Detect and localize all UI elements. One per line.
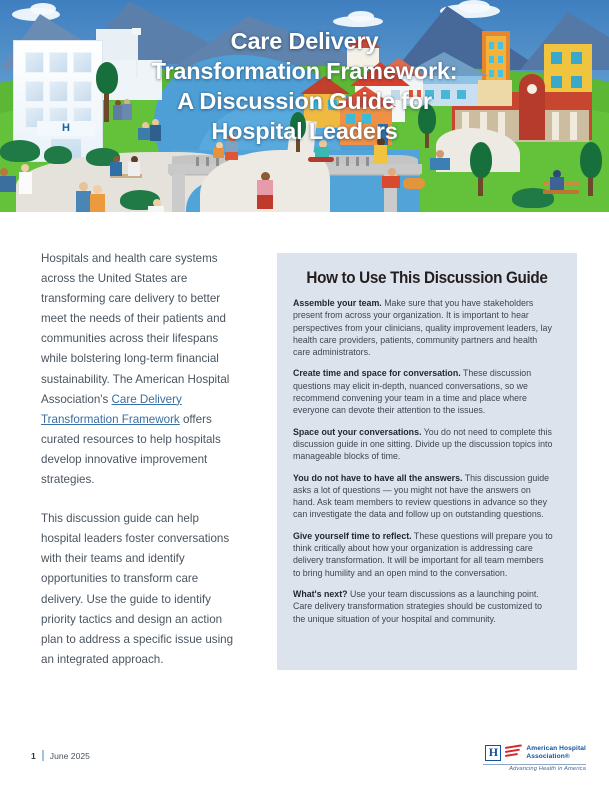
panel-item <box>293 426 553 463</box>
how-to-use-panel <box>277 253 577 670</box>
intro-text-before-link: Hospitals and health care systems across the United States are transforming care delivery to better meet the needs of their patients and communities across their lifespans while bolstering long-term financial sustainability. The American Hospital Association's <box>41 252 230 406</box>
railing-post <box>196 157 199 166</box>
bush-icon <box>44 146 72 164</box>
person-figure <box>110 162 122 176</box>
panel-item <box>293 472 553 521</box>
person-figure <box>0 168 8 176</box>
panel-heading: How to Use This Discussion Guide <box>306 269 548 287</box>
person-figure <box>382 176 400 188</box>
panel-item-lead: What's next? <box>293 588 348 599</box>
panel-item <box>293 588 553 625</box>
title-line-1: Care Delivery <box>230 28 379 54</box>
aha-logo <box>483 745 586 772</box>
bicycle-icon <box>308 157 334 162</box>
panel-item <box>293 297 553 358</box>
person-figure <box>90 194 105 212</box>
page-footer <box>0 740 609 789</box>
railing-post <box>366 157 369 166</box>
person-figure <box>19 172 32 194</box>
footer-page-info <box>31 750 90 761</box>
panel-item-lead: Give yourself time to reflect. <box>293 530 412 541</box>
person-figure <box>76 191 91 212</box>
page-number: 1 <box>31 750 36 761</box>
person-figure <box>0 176 16 192</box>
footer-date: June 2025 <box>49 750 90 761</box>
panel-item-lead: Space out your conversations. <box>293 426 422 437</box>
framework-link[interactable]: Care Delivery Transformation Framework <box>41 392 182 426</box>
panel-item-body: You do not need to complete this discussion guide in one sitting. Divide up the discussion topics into manageable blocks of time. <box>293 426 553 462</box>
aha-logo-rule <box>483 764 586 765</box>
panel-item-body: Make sure that you have stakeholders present from across your organization. It is important to hear perspectives from your clinicians, quality improvement leaders, lay health care providers, patients, community partners and health care administrators. <box>293 298 552 358</box>
panel-item <box>293 530 553 579</box>
page-content <box>0 212 609 789</box>
aha-logo-wordmark <box>526 745 586 760</box>
dog-icon <box>403 178 425 189</box>
person-figure <box>388 168 396 176</box>
aha-logo-line-1: American Hospital <box>526 745 586 753</box>
intro-paragraph-2: This discussion guide can help hospital leaders foster conversations with their teams and identify opportunities to transform care delivery. Use the guide to identify priority tactics and design an action plan to address a specific issue using an integrated approach. <box>41 512 234 666</box>
title-line-4: Hospital Leaders <box>211 118 398 144</box>
tree-icon <box>470 142 492 178</box>
person-figure <box>93 185 102 194</box>
park-bench <box>543 190 579 194</box>
panel-item-lead: You do not have to have all the answers. <box>293 472 463 483</box>
hero-illustration <box>0 0 609 212</box>
intro-column <box>41 249 237 689</box>
person-figure <box>374 145 387 163</box>
hospital-h-sign: H <box>37 121 95 136</box>
panel-item <box>293 367 553 416</box>
person-figure <box>213 148 224 158</box>
person-figure <box>257 195 273 209</box>
person-figure <box>79 182 88 191</box>
aha-swoosh-icon <box>505 745 522 761</box>
title-line-3: A Discussion Guide for <box>177 88 432 114</box>
panel-item-lead: Assemble your team. <box>293 298 382 308</box>
person-figure <box>225 152 238 160</box>
person-figure <box>128 162 140 176</box>
panel-item-body: These questions will prepare you to think critically about how your organization is addressing care delivery transformation. It will be important for all team members to bring humility and an open mind to the conversation. <box>293 530 553 578</box>
person-figure <box>550 177 564 190</box>
panel-item-body: These discussion questions may elicit in-depth, nuanced conversations, so we recommend convening your team in a time and place where everyone can devote their attention to the issues. <box>293 368 532 416</box>
aha-logo-top <box>485 745 586 761</box>
person-figure <box>21 164 29 172</box>
railing-post <box>206 157 209 166</box>
aha-logo-tagline: Advancing Health in America <box>509 766 586 772</box>
page-title <box>0 26 609 146</box>
aha-logo-line-2: Association® <box>526 753 570 760</box>
aha-h-mark-icon: H <box>485 745 501 761</box>
railing-post <box>356 157 359 166</box>
railing-post <box>336 157 339 166</box>
person-figure <box>436 150 444 158</box>
title-line-2: Transformation Framework: <box>151 58 458 84</box>
person-figure <box>430 158 450 170</box>
footer-divider <box>42 750 44 761</box>
railing-post <box>346 157 349 166</box>
panel-item-body: This discussion guide asks a lot of questions — you might not have the answers on hand. Ask team members to review questions in advance so they can investigate the data and follow up on outstanding questions. <box>293 472 550 520</box>
panel-item-lead: Create time and space for conversation. <box>293 368 461 379</box>
intro-paragraph-1 <box>41 249 237 490</box>
panel-item-body: Use your team discussions as a launching point. Care delivery transformation strategies should be customized to the unique situation of your hospital and community. <box>293 588 543 624</box>
intro-text-after-link: offers curated resources to help hospitals develop innovative improvement strategies. <box>41 412 221 487</box>
person-figure <box>257 180 273 196</box>
tree-icon <box>580 142 602 178</box>
